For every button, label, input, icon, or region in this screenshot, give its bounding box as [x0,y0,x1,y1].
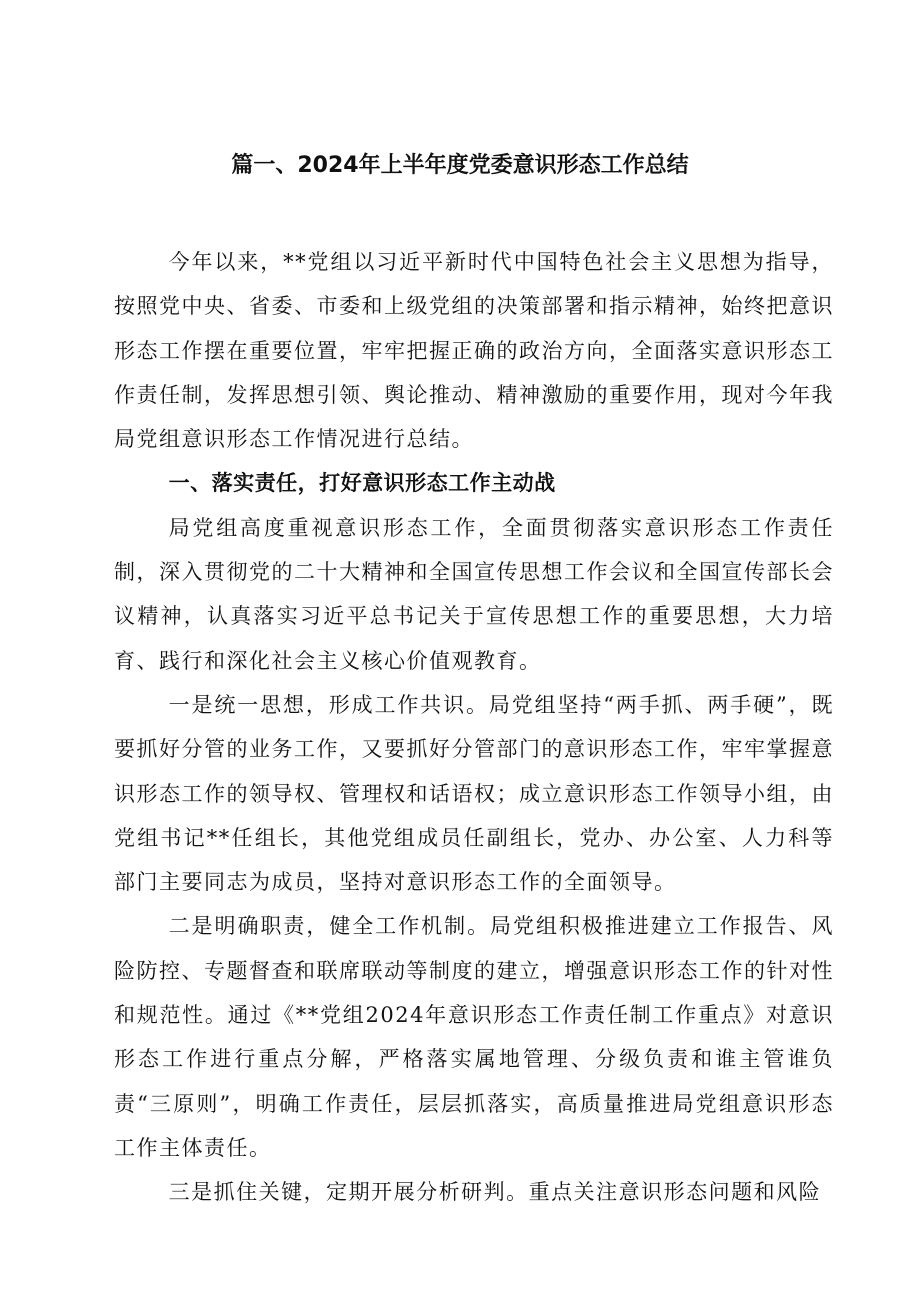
section-heading: 一、落实责任，打好意识形态工作主动战 [168,471,556,496]
section-paragraph: 三是抓住关键，定期开展分析研判。重点关注意识形态问题和风险 [168,1180,822,1205]
intro-paragraph: 今年以来，**党组以习近平新时代中国特色社会主义思想为指导，按照党中央、省委、市委和上级党组的决策部署和指示精神，始终把意识形态工作摆在重要位置，牢牢把握正确的政治方向，全面落实意识形态工作责任制，发挥思想引领、舆论推动、精神激励的重要作用，现对今年我局党组意识形态工作情况进行总结。 [114,250,834,452]
section-paragraph: 二是明确职责，健全工作机制。局党组积极推进建立工作报告、风险防控、专题督查和联席联动等制度的建立，增强意识形态工作的针对性和规范性。通过《**党组2024年意识形态工作责任制工作重点》对意识形态工作进行重点分解，严格落实属地管理、分级负责和谁主管谁负责“三原则”，明确工作责任，层层抓落实，高质量推进局党组意识形态工作主体责任。 [114,914,834,1160]
document-body [114,240,834,1215]
section-paragraph: 一是统一思想，形成工作共识。局党组坚持“两手抓、两手硬”，既要抓好分管的业务工作，又要抓好分管部门的意识形态工作，牢牢掌握意识形态工作的领导权、管理权和话语权；成立意识形态工作领导小组，由党组书记**任组长，其他党组成员任副组长，党办、办公室、人力科等部门主要同志为成员，坚持对意识形态工作的全面领导。 [114,692,834,895]
section-paragraph: 局党组高度重视意识形态工作，全面贯彻落实意识形态工作责任制，深入贯彻党的二十大精神和全国宣传思想工作会议和全国宣传部长会议精神，认真落实习近平总书记关于宣传思想工作的重要思想，大力培育、践行和深化社会主义核心价值观教育。 [114,515,834,673]
document-title: 篇一、2024年上半年度党委意识形态工作总结 [231,153,689,178]
